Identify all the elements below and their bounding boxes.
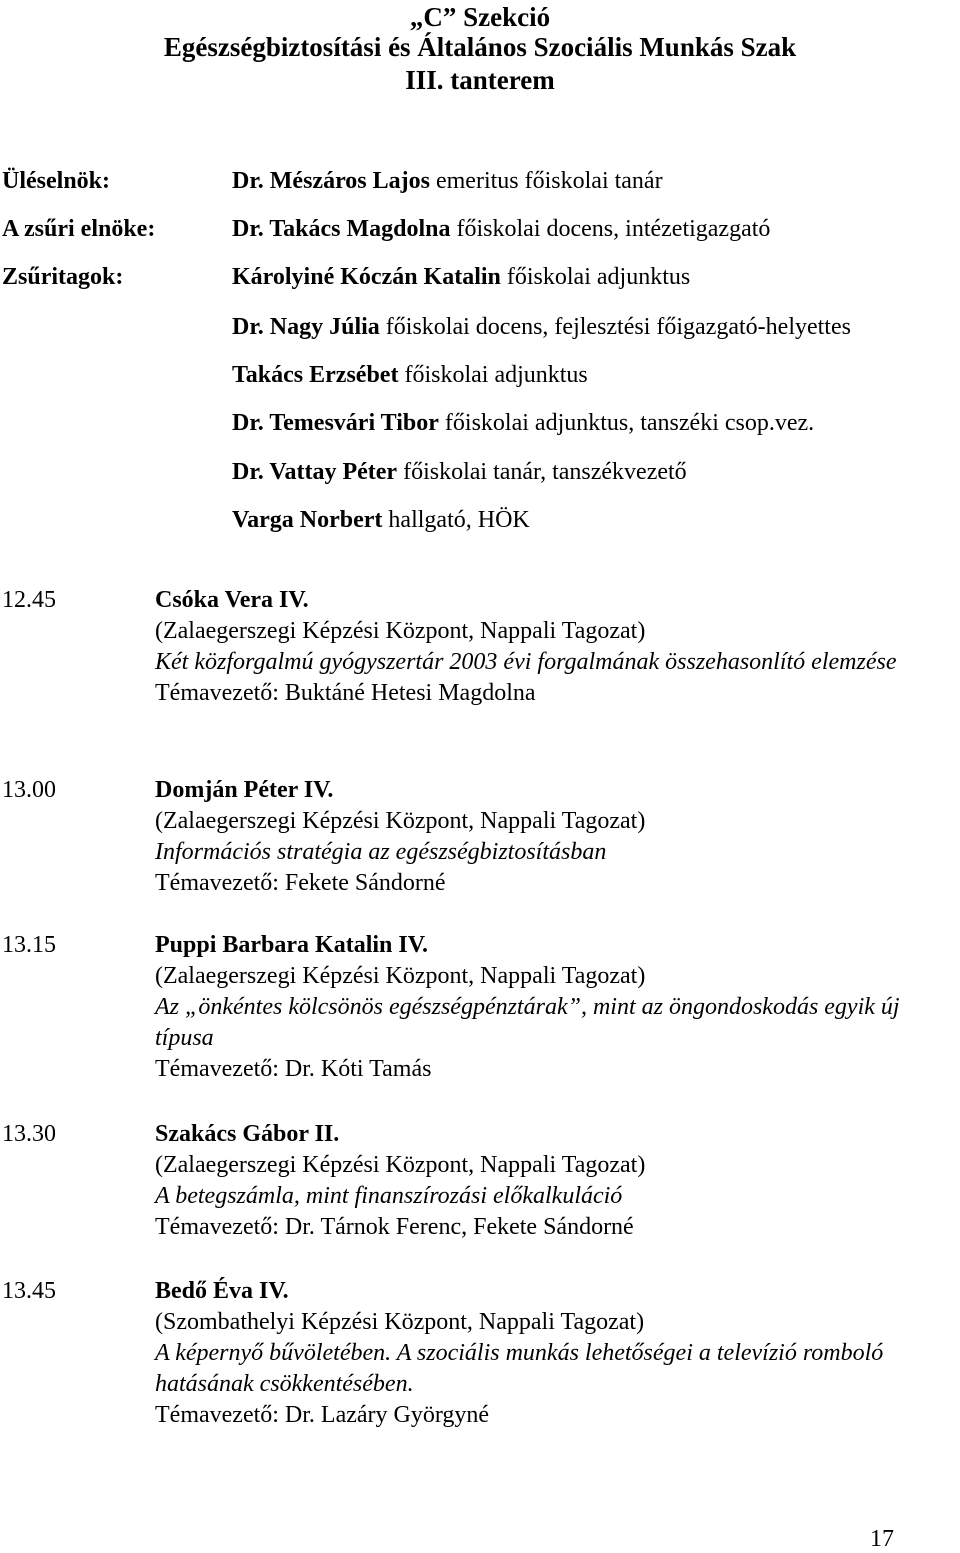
presentation-time: 13.15 [2,932,56,958]
jury-members-label: Zsűritagok: [2,264,124,290]
person-name: Dr. Mészáros Lajos [232,168,430,194]
supervisor: Témavezető: Dr. Kóti Tamás [155,1056,432,1082]
committee-person [232,457,687,487]
presentation-entry [155,1119,945,1243]
presenter-institution: (Zalaegerszegi Képzési Központ, Nappali Tagozat) [155,808,646,834]
committee-person [232,312,851,342]
committee-person [232,166,663,196]
presenter-name: Domján Péter IV. [155,777,334,803]
person-role: főiskolai adjunktus, tanszéki csop.vez. [438,410,815,436]
presenter-name: Puppi Barbara Katalin IV. [155,932,428,958]
supervisor: Témavezető: Dr. Tárnok Ferenc, Fekete Sándorné [155,1214,634,1240]
person-role: főiskolai docens, intézetigazgató [450,216,771,242]
presenter-institution: (Zalaegerszegi Képzési Központ, Nappali Tagozat) [155,1152,646,1178]
person-name: Dr. Vattay Péter [232,459,398,485]
presenter-name: Szakács Gábor II. [155,1121,340,1147]
person-role: főiskolai tanár, tanszékvezető [397,459,687,485]
person-role: emeritus főiskolai tanár [429,168,663,194]
presenter-name: Csóka Vera IV. [155,587,309,613]
committee-person [232,214,770,244]
presenter-institution: (Zalaegerszegi Képzési Központ, Nappali Tagozat) [155,963,646,989]
chair-label: Üléselnök: [2,168,110,194]
supervisor: Témavezető: Dr. Lazáry Györgyné [155,1402,490,1428]
person-name: Károlyiné Kóczán Katalin [232,264,501,290]
section-title: „C” Szekció [409,2,551,32]
presentation-time: 13.00 [2,777,56,803]
jury-head-label: A zsűri elnöke: [2,216,156,242]
presentation-entry [155,775,945,899]
person-name: Dr. Temesvári Tibor [232,410,439,436]
presentation-title: Az „önkéntes kölcsönös egészségpénztárak”, mint az öngondoskodás egyik új típusa [155,994,900,1051]
supervisor: Témavezető: Fekete Sándorné [155,870,446,896]
presentation-title: Információs stratégia az egészségbiztosításban [155,839,607,865]
person-role: főiskolai adjunktus [500,264,691,290]
person-name: Varga Norbert [232,507,383,533]
presentation-title: Két közforgalmú gyógyszertár 2003 évi forgalmának összehasonlító elemzése [155,649,897,675]
person-role: hallgató, HÖK [382,507,530,533]
presentation-time: 13.30 [2,1121,56,1147]
presenter-institution: (Zalaegerszegi Képzési Központ, Nappali Tagozat) [155,618,646,644]
presentation-entry [155,1276,945,1431]
person-role: főiskolai docens, fejlesztési főigazgató-helyettes [379,314,851,340]
committee-person [232,505,530,535]
presentation-time: 13.45 [2,1278,56,1304]
supervisor: Témavezető: Buktáné Hetesi Magdolna [155,680,536,706]
presenter-name: Bedő Éva IV. [155,1278,289,1304]
page-number: 17 [870,1526,894,1552]
presentation-title: A képernyő bűvöletében. A szociális munkás lehetőségei a televízió romboló hatásának csökkentésében. [155,1340,884,1397]
person-name: Dr. Takács Magdolna [232,216,451,242]
presentation-title: A betegszámla, mint finanszírozási előkalkuláció [155,1183,623,1209]
presentation-time: 12.45 [2,587,56,613]
person-name: Takács Erzsébet [232,362,399,388]
person-role: főiskolai adjunktus [398,362,588,388]
presentation-entry [155,585,945,709]
presenter-institution: (Szombathelyi Képzési Központ, Nappali Tagozat) [155,1309,645,1335]
section-subtitle: Egészségbiztosítási és Általános Szociális Munkás Szak [163,32,797,62]
committee-person [232,408,814,438]
presentation-entry [155,930,945,1085]
person-name: Dr. Nagy Júlia [232,314,380,340]
committee-person [232,262,690,292]
room-title: III. tanterem [405,65,555,95]
committee-person [232,360,588,390]
